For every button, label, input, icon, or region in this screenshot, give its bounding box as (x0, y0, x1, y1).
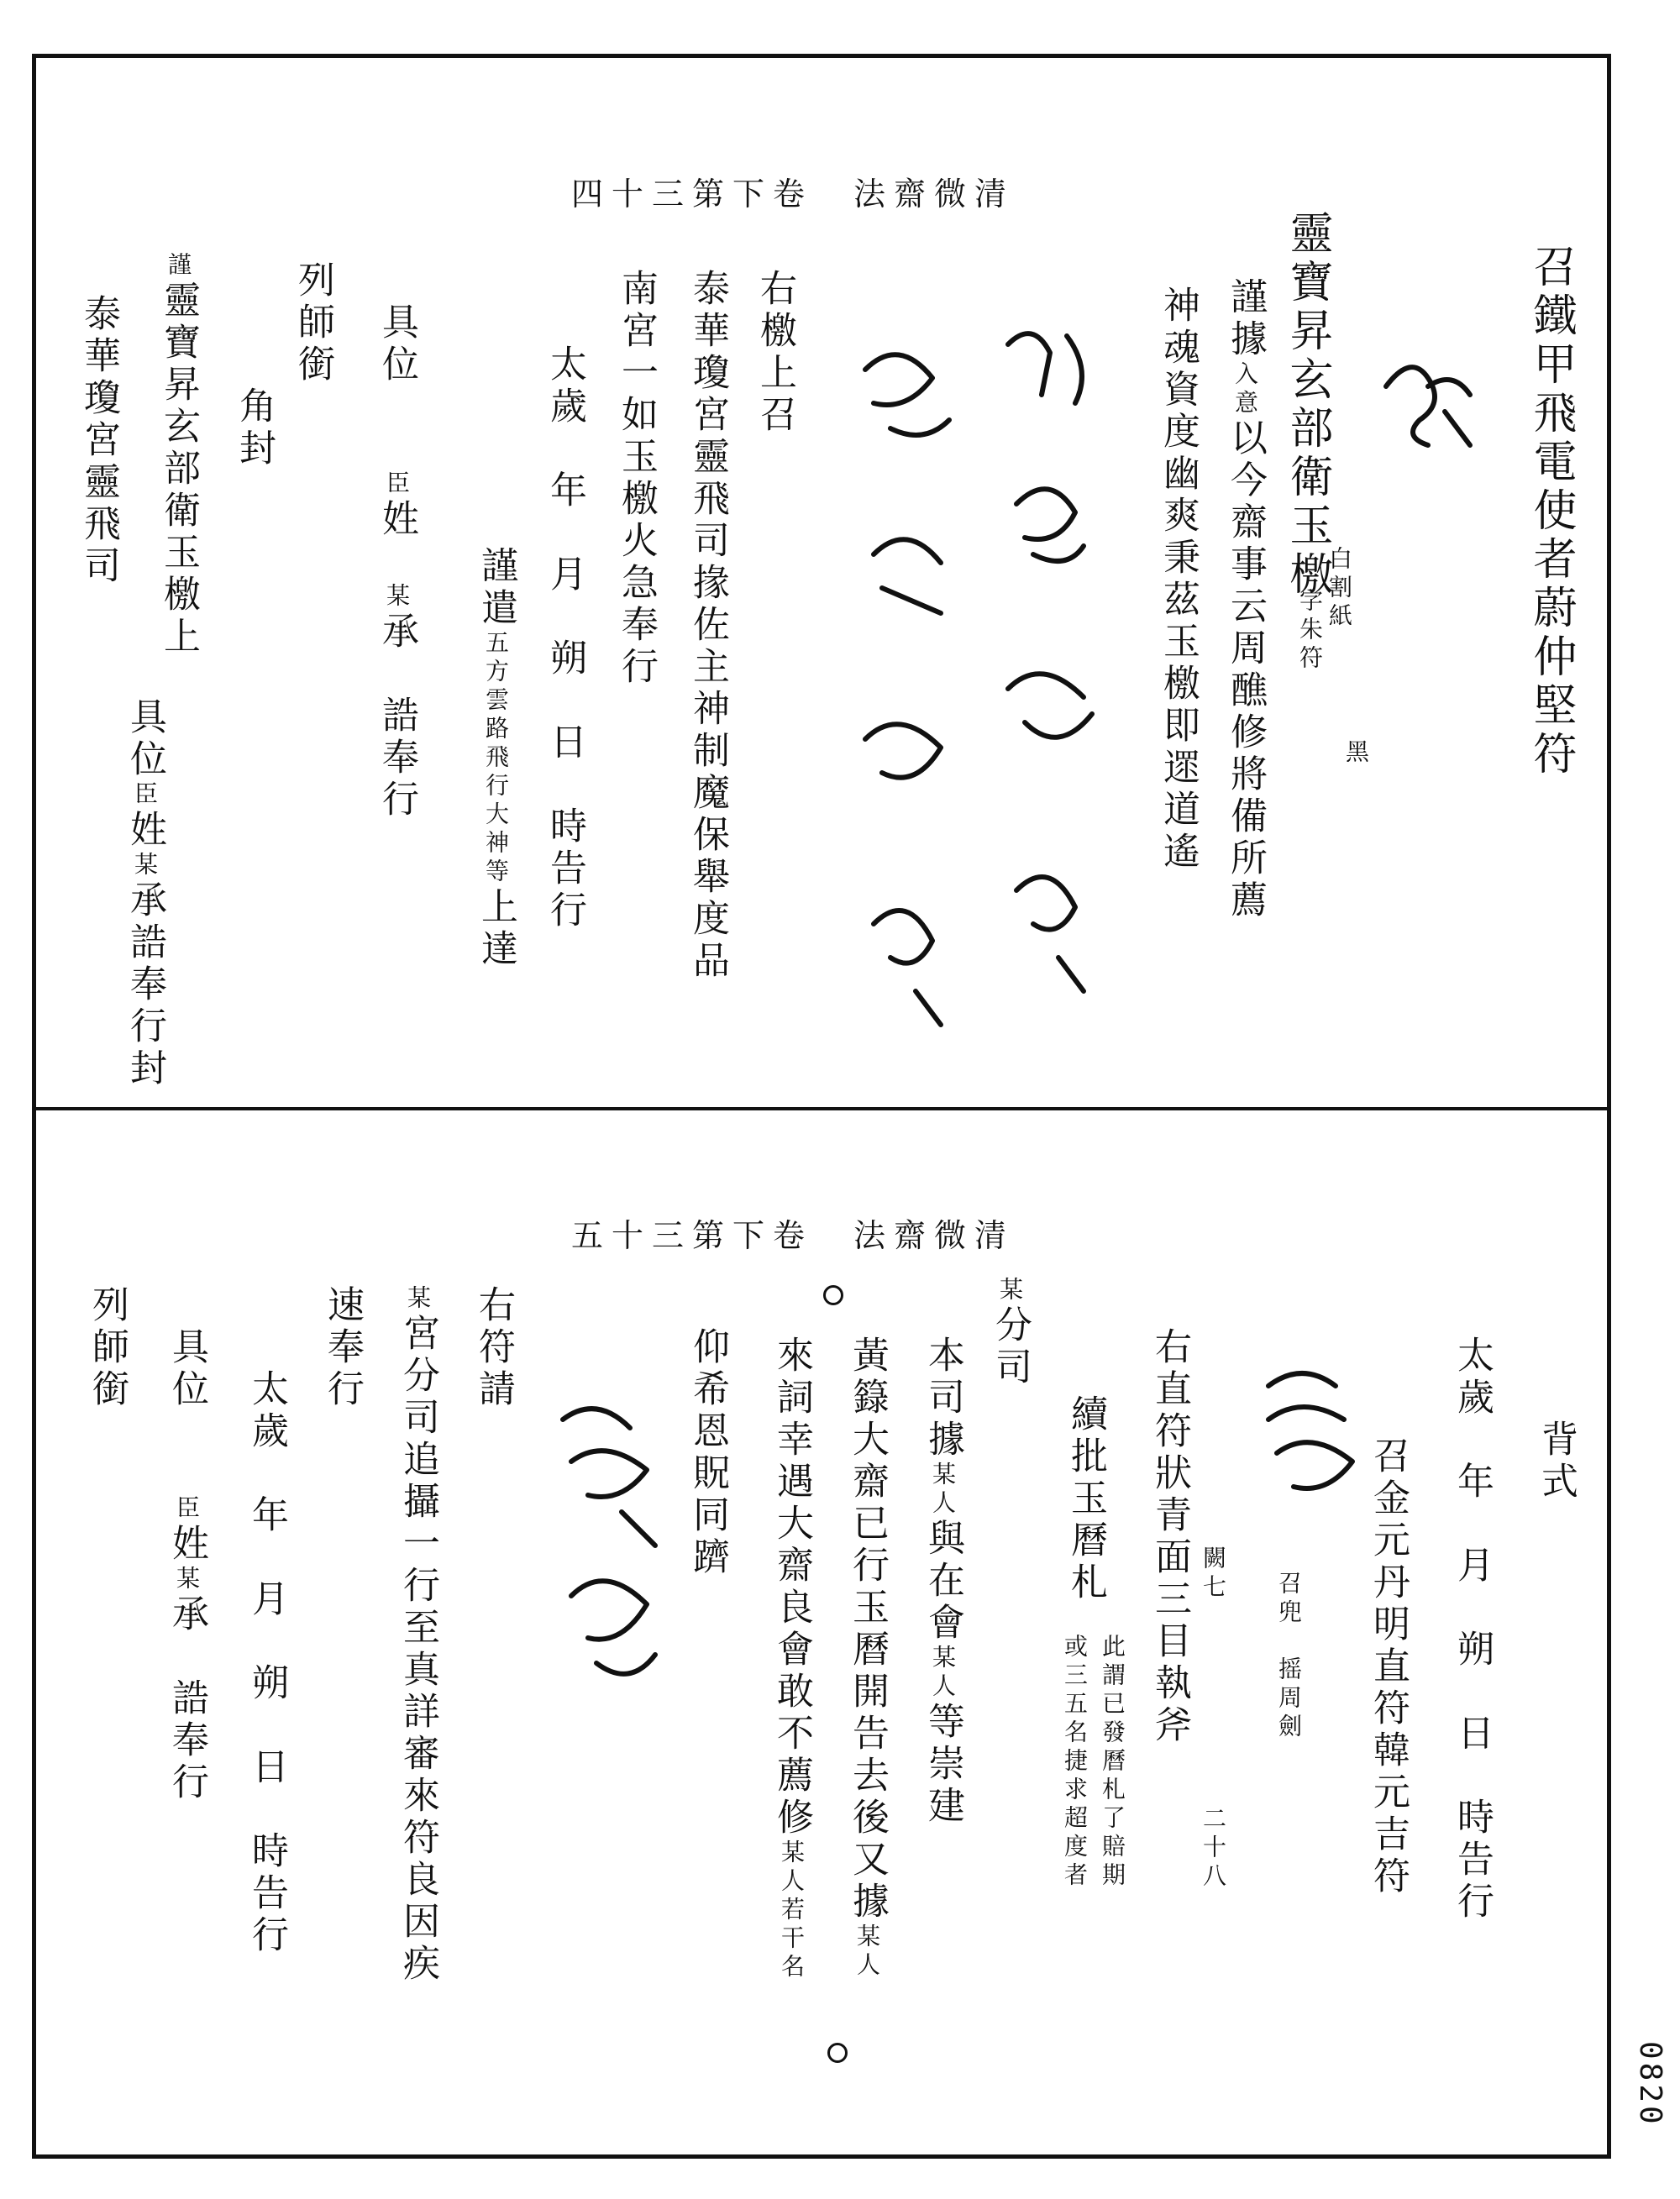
bottom-col-14: 速奉行 (321, 1285, 364, 1411)
top-col-2-note-b: 字朱符 (1296, 588, 1324, 674)
top-col-10: 具位 臣姓 某承 誥奉行 (375, 302, 418, 821)
circle-mark (823, 1285, 843, 1305)
top-col-2-note-c: 黑 (1342, 739, 1370, 768)
top-col-3: 謹據入意以今齋事云周醮修將備所薦 (1224, 277, 1267, 922)
circle-mark (827, 2043, 848, 2063)
bottom-col-4: 召兜 摇周劍 (1275, 1571, 1303, 1742)
top-col-11: 列師銜 (291, 260, 334, 386)
bottom-col-15: 太歲 年 月 朔 日 時告行 (245, 1369, 288, 1957)
top-col-4: 神魂資度幽爽秉茲玉檄即遝道遙 (1157, 286, 1200, 874)
top-title: 召鐵甲飛電使者蔚仲堅符 (1525, 244, 1576, 779)
bottom-col-12: 右符請 (472, 1285, 515, 1411)
bottom-col-5: 右直符狀青面三目執斧 (1148, 1327, 1191, 1747)
bottom-col-8: 本司據某人與在會某人等崇建 (921, 1336, 964, 1828)
bottom-col-9: 黃籙大齋已行玉曆開告去後又據某人 (846, 1336, 889, 1981)
bottom-col-6-note-a: 此謂已發曆札了賠期 (1099, 1634, 1126, 1891)
bottom-col-6-note-b: 或三五名捷求超度者 (1061, 1634, 1089, 1891)
talisman-glyph (1378, 336, 1478, 470)
top-col-14: 泰華瓊宮靈飛司 (77, 294, 120, 588)
top-col-15: 具位臣姓某承誥奉行封 (123, 697, 166, 1090)
bottom-col-6: 續批玉曆札 (1064, 1394, 1107, 1604)
top-col-7: 南宮一如玉檄火急奉行 (615, 269, 658, 689)
top-col-8: 太歲 年 月 朔 日 時告行 (543, 344, 586, 932)
bottom-talisman-1 (1252, 1361, 1378, 1512)
bottom-col-5-note: 二十八 (1200, 1806, 1227, 1892)
bottom-running-header: 五十三第下卷 法齋微清 (571, 1217, 1016, 1254)
bottom-talisman-2 (546, 1394, 680, 1714)
bottom-col-5-note-b: 闕七 (1200, 1546, 1227, 1603)
bottom-col-13: 某宮分司追攝一行至真詳審來符良因疾 (396, 1285, 439, 1986)
bottom-col-16: 具位 臣姓某承 誥奉行 (165, 1327, 208, 1804)
top-col-2: 靈寶昇玄部衛玉檄 (1282, 210, 1332, 600)
top-col-6: 泰華瓊宮靈飛司掾佐主神制魔保舉度品 (686, 269, 729, 983)
bottom-col-1: 背式 (1535, 1420, 1578, 1504)
bottom-col-17: 列師銜 (86, 1285, 129, 1411)
bottom-col-11: 仰希恩貺同躋 (686, 1327, 729, 1579)
bottom-col-10: 來詞幸遇大齋良會敢不薦修某人若干名 (770, 1336, 813, 1982)
page-number: 0820 (1633, 2041, 1667, 2128)
bottom-col-3: 召金元丹明直符韓元吉符 (1367, 1436, 1410, 1898)
top-col-2-note-a: 白割紙 (1326, 546, 1353, 632)
top-col-5: 右檄上召 (753, 269, 796, 437)
bottom-col-2: 太歲 年 月 朔 日 時告行 (1451, 1336, 1494, 1923)
top-running-header: 四十三第下卷 法齋微清 (571, 176, 1016, 213)
talisman-column-1 (983, 319, 1117, 1042)
panel-divider (32, 1107, 1611, 1110)
talisman-column-2 (840, 336, 974, 1058)
top-col-13: 謹靈寶昇玄部衛玉檄上 (157, 252, 200, 659)
top-col-9: 謹遣五方雲路飛行大神等上達 (475, 546, 517, 971)
bottom-col-7: 某分司 (989, 1277, 1032, 1389)
top-col-12: 角封 (233, 386, 276, 470)
